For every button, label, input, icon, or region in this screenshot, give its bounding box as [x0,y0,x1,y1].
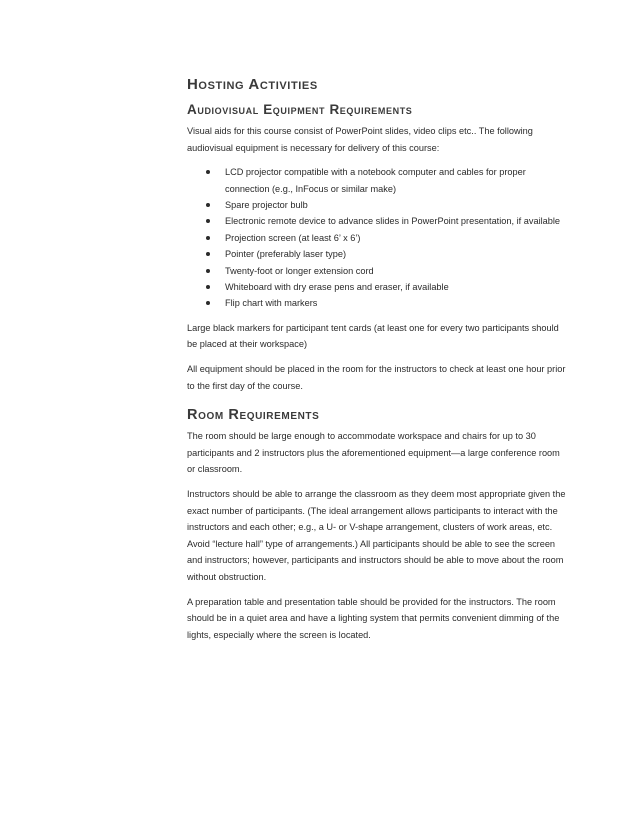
list-item-text: LCD projector compatible with a notebook computer and cables for proper connection (e.g., InFocus or similar make) [225,167,526,194]
bullet-icon [206,269,210,273]
room-size-paragraph: The room should be large enough to accommodate workspace and chairs for up to 30 participants and 2 instructors plus the aforementioned equipment—a large conference room or classroom. [187,431,560,475]
page-title: Hosting Activities [187,76,318,93]
list-item-text: Spare projector bulb [225,200,308,210]
bullet-icon [206,203,210,207]
bullet-icon [206,170,210,174]
list-item-text: Whiteboard with dry erase pens and eraser, if available [225,282,449,293]
bullet-icon [206,301,210,305]
list-item [187,197,567,213]
audiovisual-intro: Visual aids for this course consist of PowerPoint slides, video clips etc.. The following audiovisual equipment is necessary for delivery of this course: [187,126,533,153]
list-item [187,279,567,295]
list-item-text: Flip chart with markers [225,298,318,309]
list-item [187,230,567,246]
document-content [187,76,567,651]
bullet-icon [206,252,210,256]
bullet-icon [206,236,210,240]
list-item [187,263,567,279]
list-item [187,295,567,311]
bullet-icon [206,285,210,289]
list-item-text: Electronic remote device to advance slides in PowerPoint presentation, if available [225,216,561,227]
room-tables-paragraph: A preparation table and presentation table should be provided for the instructors. The room should be in a quiet area and have a lighting system that permits convenient dimming of the lights, especially where the screen is located. [187,596,560,640]
list-item [187,164,567,197]
list-item [187,213,567,229]
section-heading-room: Room Requirements [187,407,320,424]
equipment-placement-paragraph: All equipment should be placed in the room for the instructors to check at least one hour prior to the first day of the course. [187,364,566,391]
room-arrangement-paragraph: Instructors should be able to arrange the classroom as they deem most appropriate given the exact number of participants. (The ideal arrangement allows participants to interact with the instructors and each other; e.g., a U- or V-shape arrangement, clusters of work areas, etc. Avoid “lecture hall” type of arrangements.) All participants should be able to see the screen and instructors; however, participants and instructors should be able to move about the room without obstruction. [187,489,566,582]
section-heading-audiovisual: Audiovisual Equipment Requirements [187,102,413,117]
markers-paragraph: Large black markers for participant tent cards (at least one for every two participants should be placed at their workspace) [187,322,559,350]
bullet-icon [206,219,210,223]
list-item [187,246,567,262]
list-item-text: Pointer (preferably laser type) [225,249,347,260]
list-item-text: Twenty-foot or longer extension cord [225,265,374,276]
list-item-text: Projection screen (at least 6’ x 6’) [225,232,361,243]
equipment-list [187,164,567,312]
